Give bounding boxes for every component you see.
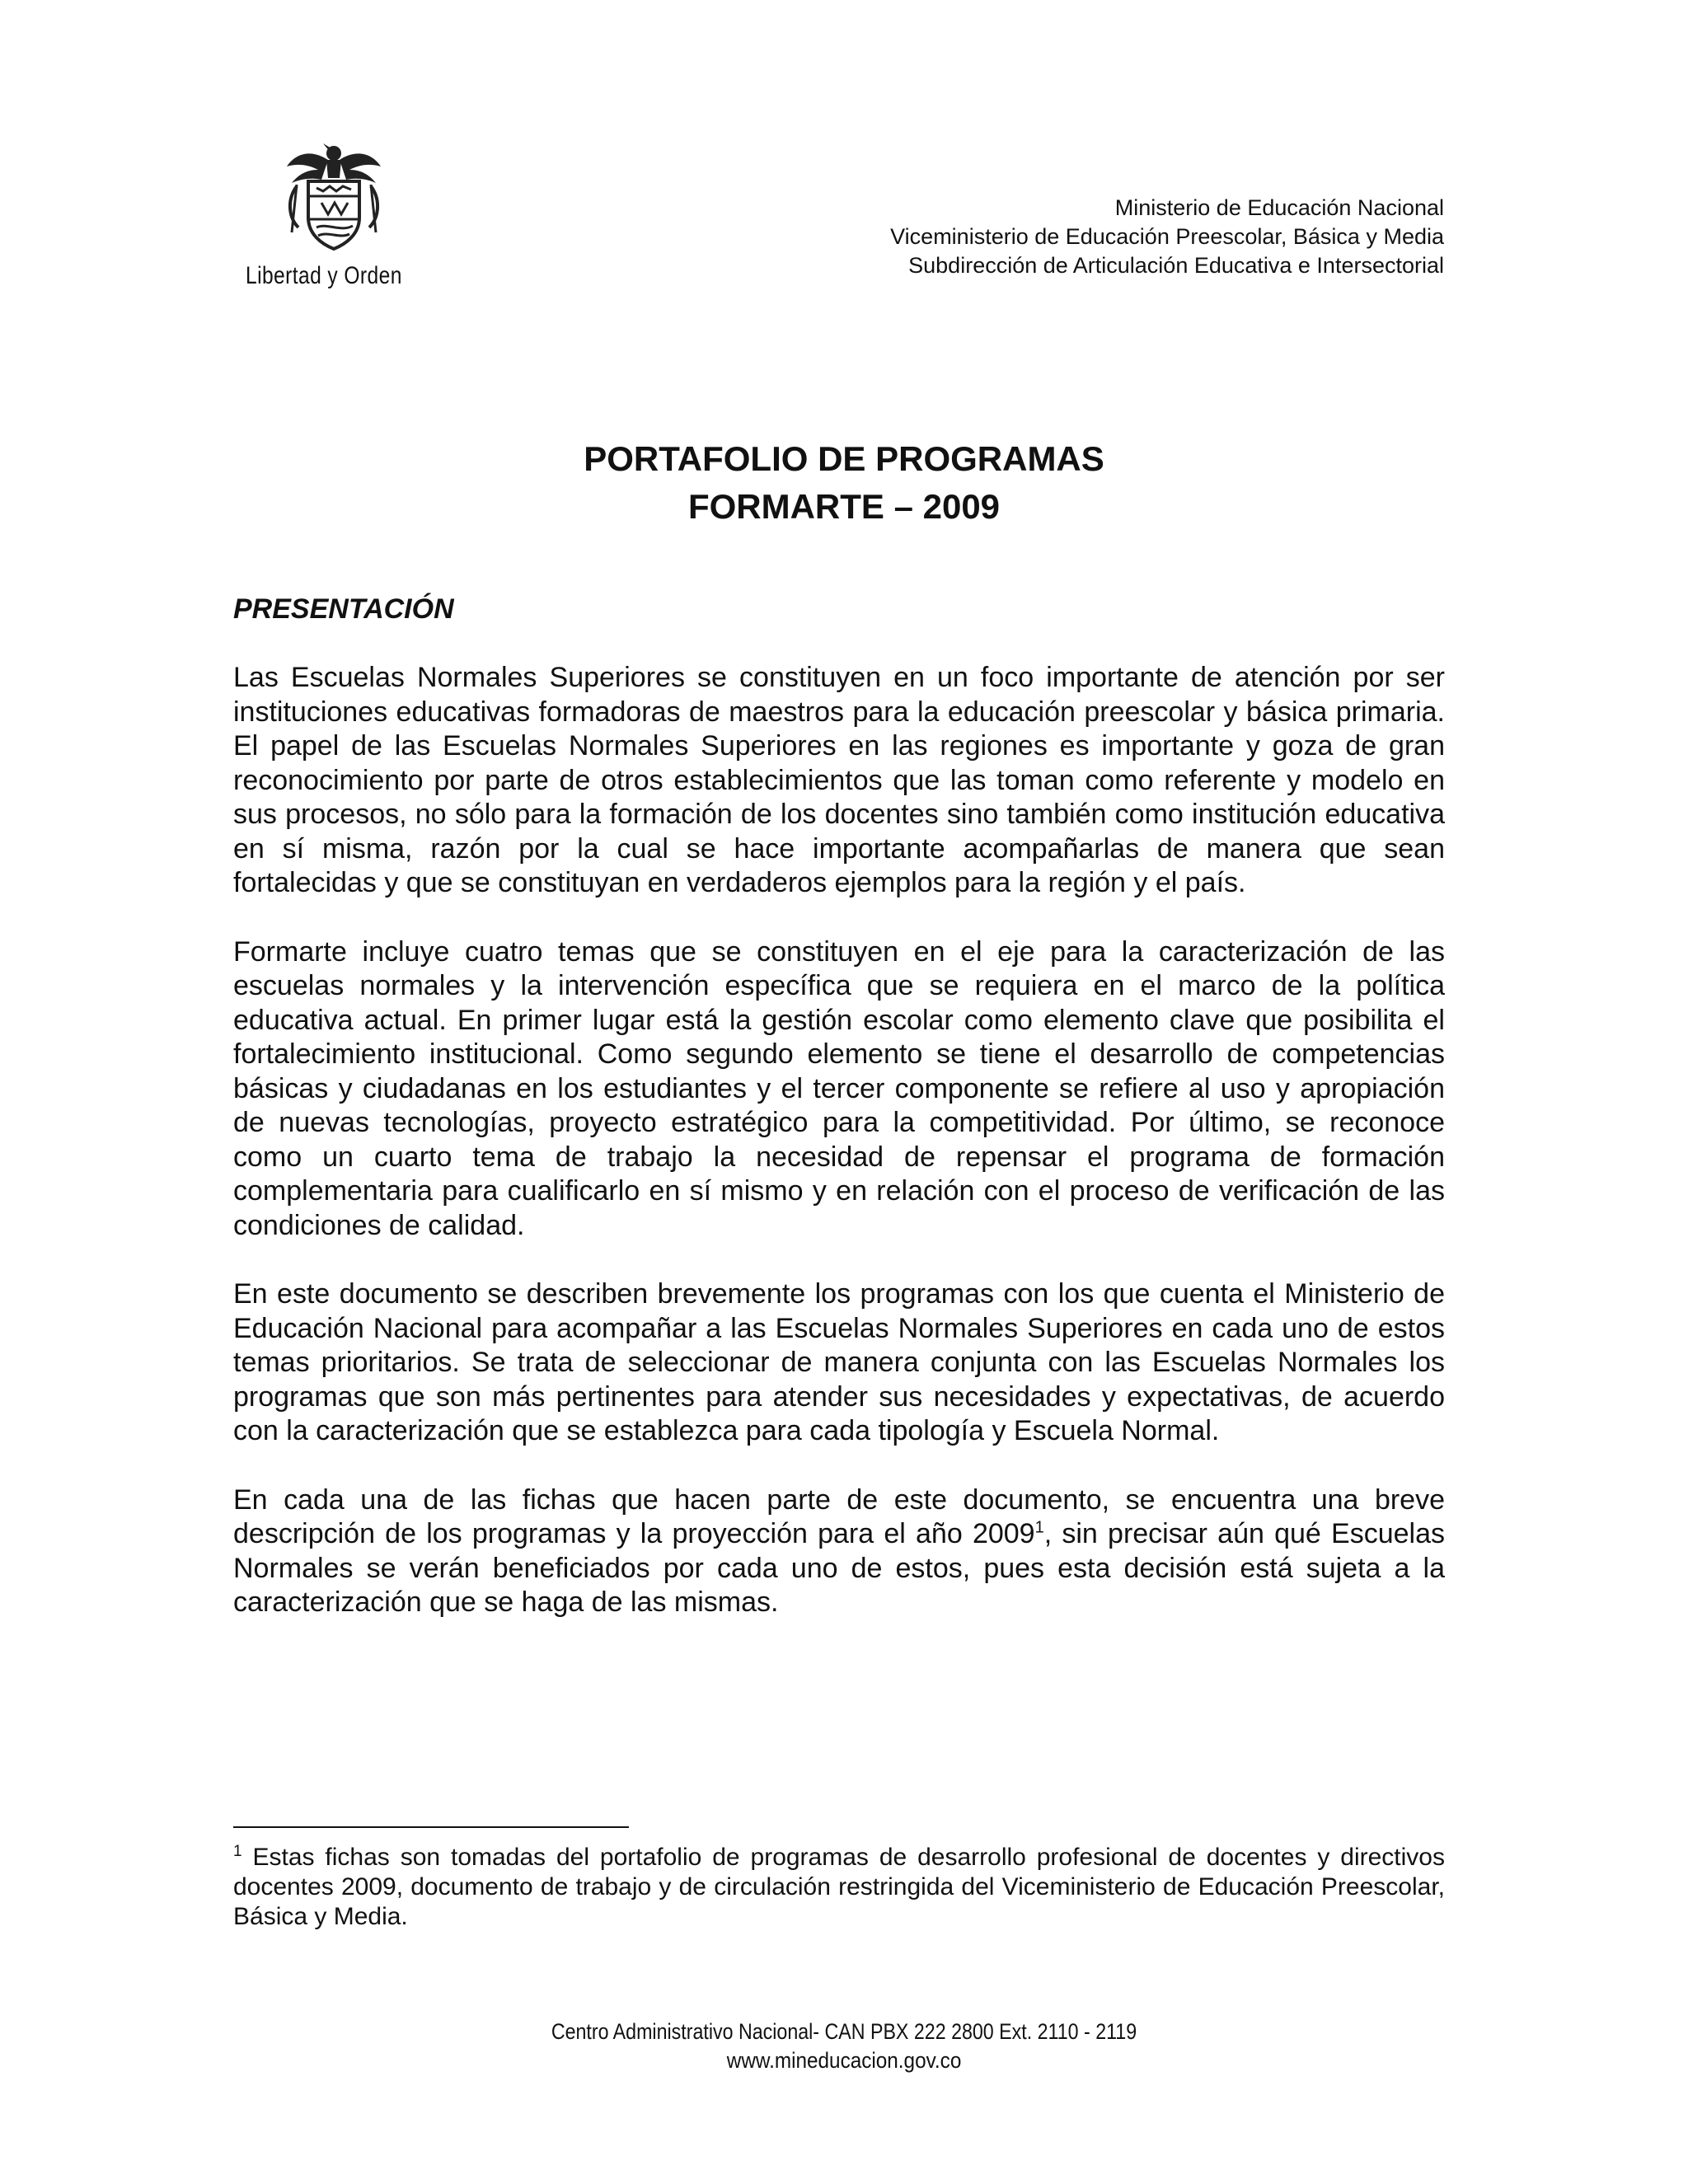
footnote-separator <box>233 1826 629 1828</box>
footnote <box>233 1843 1445 1932</box>
coat-of-arms-icon <box>280 142 387 257</box>
footer-address: Centro Administrativo Nacional- CAN PBX 222 2800 Ext. 2110 - 2119 <box>551 2019 1137 2044</box>
title-line-2: FORMARTE – 2009 <box>687 487 1001 526</box>
paragraph: Las Escuelas Normales Superiores se constituyen en un foco importante de atención por ser instituciones educativas formadoras de maestros para la educación preescolar y básica primaria. El papel de las Escuelas Normales Superiores en las regiones es importante y goza de gran reconocimiento por parte de otros establecimientos que las toman como referente y modelo en sus procesos, no sólo para la formación de los docentes sino también como institución educativa en sí misma, razón por la cual se hace importante acompañarlas de manera que sean fortalecidas y que se constituyan en verdaderos ejemplos para la región y el país. <box>233 662 1445 898</box>
paragraph-with-footnote-ref <box>233 1483 1445 1620</box>
page-footer <box>0 2018 1688 2075</box>
footnote-number: 1 <box>233 1843 242 1860</box>
footer-website-link[interactable]: www.mineducacion.gov.co <box>726 2048 962 2073</box>
footnote-reference[interactable]: 1 <box>1034 1518 1044 1537</box>
footnote-text: Estas fichas son tomadas del portafolio de programas de desarrollo profesional de docentes y directivos docentes 2009, documento de trabajo y de circulación restringida del Viceministerio de Educación Preescolar, Básica y Media. <box>233 1844 1445 1930</box>
subdirection-name: Subdirección de Articulación Educativa e Intersectorial <box>908 253 1444 278</box>
section-heading: PRESENTACIÓN <box>233 593 454 625</box>
coat-of-arms-block <box>231 142 445 290</box>
document-title <box>0 435 1688 531</box>
paragraph: Formarte incluye cuatro temas que se constituyen en el eje para la caracterización de las escuelas normales y la intervención específica que se requiera en el marco de la política educativa actual. En primer lugar está la gestión escolar como elemento clave que posibilita el fortalecimiento institucional. Como segundo elemento se tiene el desarrollo de competencias básicas y ciudadanas en los estudiantes y el tercer componente se refiere al uso y apropiación de nuevas tecnologías, proyecto estratégico para la competitividad. Por último, se reconoce como un cuarto tema de trabajo la necesidad de repensar el programa de formación complementaria para cualificarlo en sí mismo y en relación con el proceso de verificación de las condiciones de calidad. <box>233 935 1445 1241</box>
logo-caption: Libertad y Orden <box>246 262 402 289</box>
ministry-header <box>890 194 1444 280</box>
body-text <box>233 661 1445 1655</box>
paragraph-text-end: , sin precisar aún qué Escuelas Normales se verán beneficiados por cada uno de estos, pues esta decisión está sujeta a la caracterización que se haga de las mismas. <box>233 1518 1445 1618</box>
ministry-name: Ministerio de Educación Nacional <box>1114 195 1444 220</box>
paragraph-text-start: En cada una de las fichas que hacen parte de este documento, se encuentra una breve descripción de los programas y la proyección para el año 2009 <box>233 1483 1445 1549</box>
title-line-1: PORTAFOLIO DE PROGRAMAS <box>584 439 1104 478</box>
paragraph: En este documento se describen brevemente los programas con los que cuenta el Ministerio de Educación Nacional para acompañar a las Escuelas Normales Superiores en cada uno de estos temas prioritarios. Se trata de seleccionar de manera conjunta con las Escuelas Normales los programas que son más pertinentes para atender sus necesidades y expectativas, de acuerdo con la caracterización que se establezca para cada tipología y Escuela Normal. <box>233 1278 1445 1446</box>
viceministry-name: Viceministerio de Educación Preescolar, Básica y Media <box>890 224 1444 249</box>
